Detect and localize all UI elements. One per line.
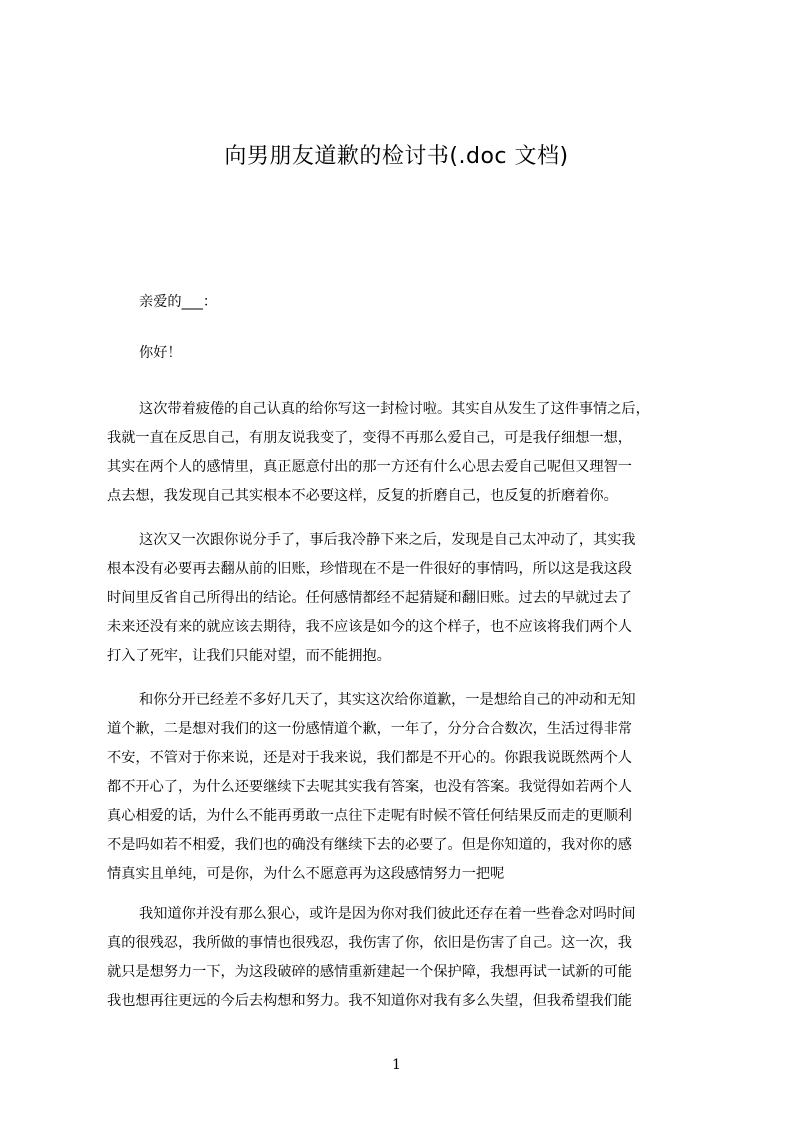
paragraph-line: 不安，不管对于你来说，还是对于我来说，我们都是不开心的。你跟我说既然两个人 [107, 750, 632, 766]
paragraph-line: 根本没有必要再去翻从前的旧账，珍惜现在不是一件很好的事情吗，所以这是我这段 [107, 561, 632, 577]
paragraph-line: 真心相爱的话，为什么不能再勇敢一点往下走呢有时候不管任何结果反而走的更顺利 [107, 808, 632, 824]
salutation-block [107, 288, 703, 317]
paragraph-1 [107, 395, 703, 511]
paragraph-line: 打入了死牢，让我们只能对望，而不能拥抱。 [107, 648, 391, 664]
paragraph-line: 情真实且单纯，可是你，为什么不愿意再为这段感情努力一把呢 [107, 866, 505, 882]
paragraph-line: 点去想，我发现自己其实根本不必要这样，反复的折磨自己，也反复的折磨着你。 [107, 488, 618, 504]
paragraph-4 [107, 900, 703, 1016]
paragraph-line: 我就一直在反思自己，有朋友说我变了，变得不再那么爱自己，可是我仔细想一想， [107, 430, 632, 446]
page-number: 1 [392, 1057, 401, 1073]
paragraph-line: 就只是想努力一下，为这段破碎的感情重新建起一个保护障，我想再试一试新的可能 [107, 964, 632, 980]
paragraph-line: 不是吗如若不相爱，我们也的确没有继续下去的必要了。但是你知道的，我对你的感 [107, 837, 632, 853]
greeting: 你好！ [139, 345, 182, 361]
paragraph-line: 道个歉，二是想对我们的这一份感情道个歉，一年了，分分合合数次，生活过得非常 [107, 721, 632, 737]
paragraph-line: 未来还没有来的就应该去期待，我不应该是如今的这个样子，也不应该将我们两个人 [107, 619, 632, 635]
paragraph-line: 我也想再往更远的今后去构想和努力。我不知道你对我有多么失望，但我希望我们能 [107, 993, 632, 1009]
paragraph-line: 其实在两个人的感情里，真正愿意付出的那一方还有什么心思去爱自己呢但又理智一 [107, 459, 632, 475]
greeting-block [107, 339, 703, 368]
paragraph-line: 真的很残忍，我所做的事情也很残忍，我伤害了你，依旧是伤害了自己。这一次，我 [107, 935, 632, 951]
paragraph-3 [107, 686, 703, 889]
salutation: 亲爱的___： [139, 294, 218, 310]
paragraph-line: 都不开心了，为什么还要继续下去呢其实我有答案，也没有答案。我觉得如若两个人 [107, 779, 632, 795]
paragraph-line: 和你分开已经差不多好几天了，其实这次给你道歉，一是想给自己的冲动和无知 [139, 692, 636, 708]
document-title: 向男朋友道歉的检讨书(.doc 文档) [224, 144, 569, 169]
paragraph-line: 时间里反省自己所得出的结论。任何感情都经不起猜疑和翻旧账。过去的早就过去了 [107, 590, 632, 606]
paragraph-line: 这次又一次跟你说分手了，事后我冷静下来之后，发现是自己太冲动了，其实我 [139, 532, 636, 548]
paragraph-2 [107, 526, 703, 671]
paragraph-line: 我知道你并没有那么狠心，或许是因为你对我们彼此还存在着一些眷念对吗时间 [139, 906, 636, 922]
paragraph-line: 这次带着疲倦的自己认真的给你写这一封检讨啦。其实自从发生了这件事情之后， [139, 401, 650, 417]
